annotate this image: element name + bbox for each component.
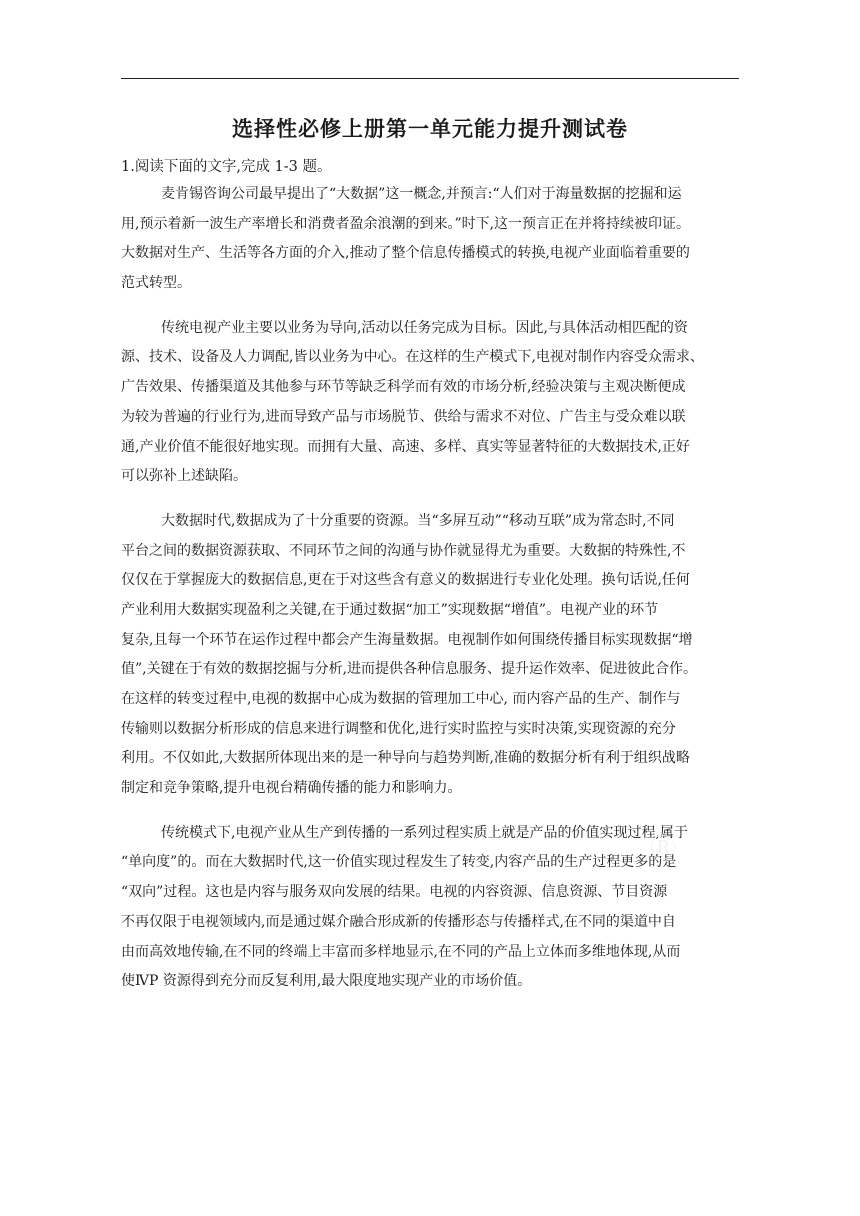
paragraph-line: 产业利用大数据实现盈利之关键,在于通过数据“加工”实现数据“增值”。电视产业的环节 xyxy=(121,601,659,618)
paragraph-line: 传统电视产业主要以业务为导向,活动以任务完成为目标。因此,与具体活动相匹配的资 xyxy=(161,319,688,336)
paragraph-line: 大数据时代,数据成为了十分重要的资源。当“多屏互动”“移动互联”成为常态时,不同 xyxy=(161,512,675,529)
passage-paragraph xyxy=(121,507,741,804)
paragraph-line: 通,产业价值不能很好地实现。而拥有大量、高速、多样、真实等显著特征的大数据技术,正好 xyxy=(121,438,690,455)
paragraph-line: 值”,关键在于有效的数据挖掘与分析,进而提供各种信息服务、提升运作效率、促进彼此合作。 xyxy=(121,661,698,678)
paragraph-line: “单向度”的。而在大数据时代,这一价值实现过程发生了转变,内容产品的生产过程更多的是 xyxy=(121,854,677,871)
paragraph-line: 为较为普遍的行业行为,进而导致产品与市场脱节、供给与需求不对位、广告主与受众难以联 xyxy=(121,408,686,425)
paragraph-line: 不再仅限于电视领域内,而是通过媒介融合形成新的传播形态与传播样式,在不同的渠道中自 xyxy=(121,913,676,930)
paragraph-line: 使ⅣP 资源得到充分而反复利用,最大限度地实现产业的市场价值。 xyxy=(121,973,532,990)
paragraph-line: 范式转型。 xyxy=(121,275,191,292)
passage-paragraph xyxy=(121,314,741,492)
paragraph-line: 大数据对生产、生活等各方面的介入,推动了整个信息传播模式的转换,电视产业面临着重要的 xyxy=(121,245,690,262)
paragraph-line: 仅仅在于掌握庞大的数据信息,更在于对这些含有意义的数据进行专业化处理。换句话说,任何 xyxy=(121,572,690,589)
paragraph-line: 用,预示着新一波生产率增长和消费者盈余浪潮的到来。”时下,这一预言正在并将持续被印证。 xyxy=(121,215,691,232)
page-title: 选择性必修上册第一单元能力提升测试卷 xyxy=(232,116,628,141)
paragraph-line: 制定和竞争策略,提升电视台精确传播的能力和影响力。 xyxy=(121,780,462,797)
question-prompt: 1.阅读下面的文字,完成 1-3 题。 xyxy=(121,159,332,175)
paragraph-line: 复杂,且每一个环节在运作过程中都会产生海量数据。电视制作如何围绕传播目标实现数据“增 xyxy=(121,631,693,648)
passage-paragraph xyxy=(121,819,741,997)
paragraph-line: 利用。不仅如此,大数据所体现出来的是一种导向与趋势判断,准确的数据分析有利于组织战略 xyxy=(121,750,690,767)
paragraph-line: 在这样的转变过程中,电视的数据中心成为数据的管理加工中心, 而内容产品的生产、制作与 xyxy=(121,691,681,707)
paragraph-line: 传输则以数据分析形成的信息来进行调整和优化,进行实时监控与实时决策,实现资源的充分 xyxy=(121,720,676,737)
paragraph-line: 由而高效地传输,在不同的终端上丰富而多样地显示,在不同的产品上立体而多维地体现,从而 xyxy=(121,943,681,960)
reading-passage xyxy=(121,180,741,1012)
passage-paragraph xyxy=(121,180,741,299)
paragraph-line: 麦肯锡咨询公司最早提出了“大数据”这一概念,并预言:“人们对于海量数据的挖掘和运 xyxy=(161,186,682,202)
watermark: Ⓡ xyxy=(650,834,679,864)
paragraph-line: 广告效果、传播渠道及其他参与环节等缺乏科学而有效的市场分析,经验决策与主观决断便成 xyxy=(121,379,686,396)
paragraph-line: 可以弥补上述缺陷。 xyxy=(121,468,247,485)
header-rule xyxy=(121,78,739,79)
paragraph-line: 平台之间的数据资源获取、不同环节之间的沟通与协作就显得尤为重要。大数据的特殊性,不 xyxy=(121,542,686,559)
paragraph-line: “双向”过程。这也是内容与服务双向发展的结果。电视的内容资源、信息资源、节目资源 xyxy=(121,884,668,901)
paragraph-line: 传统模式下,电视产业从生产到传播的一系列过程实质上就是产品的价值实现过程,属于 xyxy=(161,824,688,841)
paragraph-line: 源、技术、设备及人力调配,皆以业务为中心。在这样的生产模式下,电视对制作内容受众需求、 xyxy=(121,349,704,366)
